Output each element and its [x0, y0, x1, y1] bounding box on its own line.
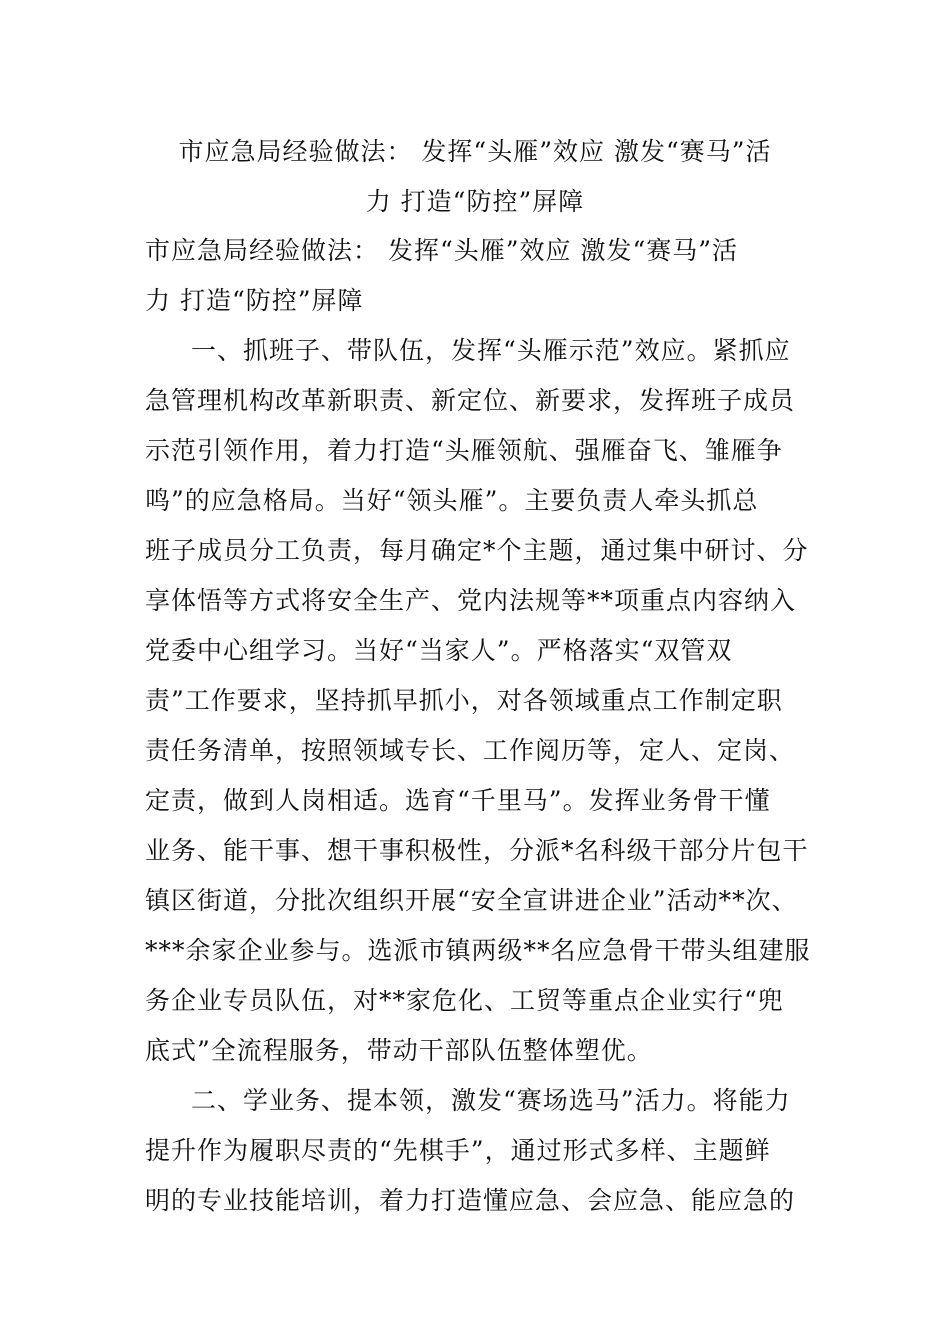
body-line: 务企业专员队伍，对**家危化、工贸等重点企业实行“兜 [145, 986, 784, 1015]
title-line-2: 力 打造“防控”屏障 [365, 187, 585, 216]
body-line: 班子成员分工负责，每月确定*个主题，通过集中研讨、分 [145, 536, 809, 565]
paragraph-1-start: 一、抓班子、带队伍，发挥“头雁示范”效应。紧抓应 [191, 336, 791, 365]
body-line: 镇区街道，分批次组织开展“安全宣讲进企业”活动**次、 [145, 886, 798, 915]
body-line: 责任务清单，按照领域专长、工作阅历等，定人、定岗、 [145, 736, 796, 765]
document-title [140, 127, 810, 227]
body-line: 市应急局经验做法： 发挥“头雁”效应 激发“赛马”活 [145, 236, 739, 265]
body-line: 示范引领作用，着力打造“头雁领航、强雁奋飞、雏雁争 [145, 436, 783, 465]
document-body [145, 226, 810, 1226]
body-line: 底式”全流程服务，带动干部队伍整体塑优。 [145, 1036, 653, 1065]
paragraph-2-start: 二、学业务、提本领，激发“赛场选马”活力。将能力 [191, 1086, 791, 1115]
title-line-1: 市应急局经验做法： 发挥“头雁”效应 激发“赛马”活 [178, 137, 772, 166]
body-line: 急管理机构改革新职责、新定位、新要求，发挥班子成员 [145, 386, 796, 415]
body-line: 力 打造“防控”屏障 [145, 286, 364, 315]
body-line: 提升作为履职尽责的“先棋手”，通过形式多样、主题鲜 [145, 1136, 771, 1165]
body-line: 责”工作要求，坚持抓早抓小，对各领域重点工作制定职 [145, 686, 783, 715]
body-line: 业务、能干事、想干事积极性，分派*名科级干部分片包干 [145, 836, 809, 865]
body-line: 鸣”的应急格局。当好“领头雁”。主要负责人牵头抓总 [145, 486, 759, 515]
body-line: 明的专业技能培训，着力打造懂应急、会应急、能应急的 [145, 1186, 796, 1215]
body-line: ***余家企业参与。选派市镇两级**名应急骨干带头组建服 [145, 936, 811, 965]
body-line: 定责，做到人岗相适。选育“千里马”。发挥业务骨干懂 [145, 786, 771, 815]
body-line: 党委中心组学习。当好“当家人”。严格落实“双管双 [145, 636, 733, 665]
body-line: 享体悟等方式将安全生产、党内法规等**项重点内容纳入 [145, 586, 797, 615]
